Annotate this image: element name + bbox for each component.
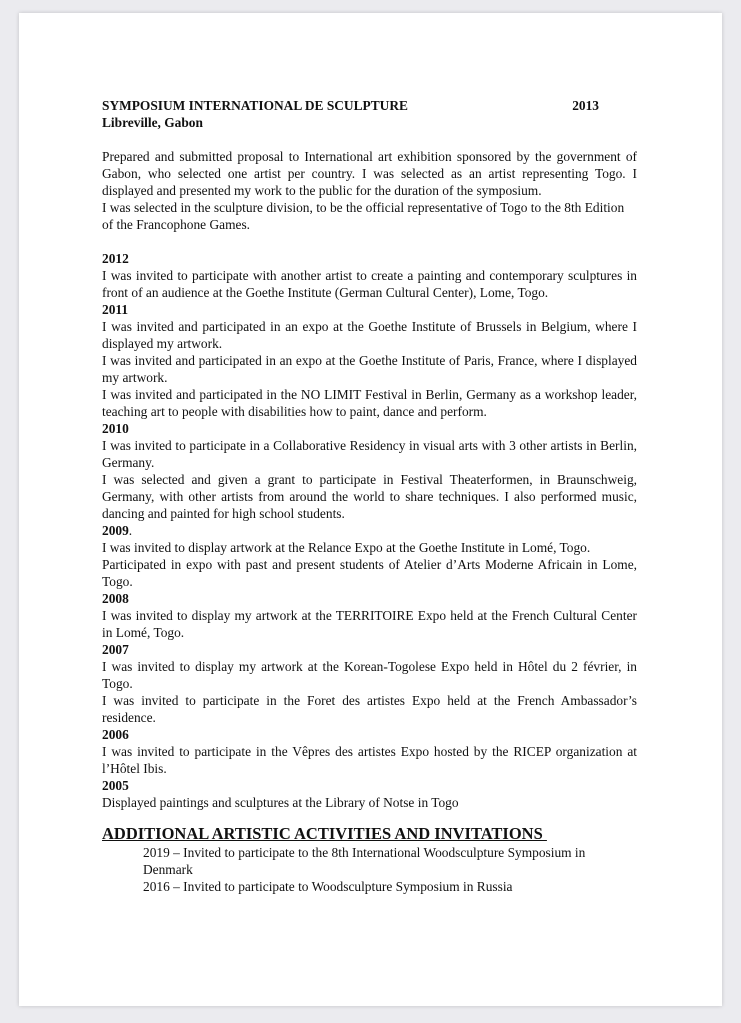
- list-item: 2019 – Invited to participate to the 8th International Woodsculpture Symposium in Denmark: [143, 845, 586, 877]
- entry: Displayed paintings and sculptures at the Library of Notse in Togo: [102, 795, 459, 810]
- year-heading: 2008: [102, 591, 129, 606]
- list-item: 2016 – Invited to participate to Woodsculpture Symposium in Russia: [143, 879, 513, 894]
- year-heading: 2010: [102, 421, 129, 436]
- year-heading: 2012: [102, 251, 129, 266]
- section-location: Libreville, Gabon: [102, 115, 203, 130]
- additional-activities-heading: ADDITIONAL ARTISTIC ACTIVITIES AND INVITATIONS: [102, 824, 547, 843]
- entry: I was invited and participated in an expo at the Goethe Institute of Paris, France, where I displayed my artwork.: [102, 353, 637, 385]
- entry: I was invited and participated in the NO LIMIT Festival in Berlin, Germany as a workshop leader, teaching art to people with disabilities how to paint, dance and perform.: [102, 387, 637, 419]
- year-heading: 2011: [102, 302, 129, 317]
- entry: I was invited to participate in a Collaborative Residency in visual arts with 3 other artists in Berlin, Germany.: [102, 438, 637, 470]
- entry: I was invited to participate with another artist to create a painting and contemporary sculptures in front of an audience at the Goethe Institute (German Cultural Center), Lome, Togo.: [102, 268, 637, 300]
- year-suffix: .: [128, 523, 133, 538]
- intro-paragraph: Prepared and submitted proposal to International art exhibition sponsored by the government of Gabon, who selected one artist per country. I was selected as an artist representing Togo. I displayed and presented my work to the public for the duration of the symposium.: [102, 149, 637, 198]
- entry: I was invited to participate in the Foret des artistes Expo held at the French Ambassador’s residence.: [102, 693, 637, 725]
- document-content: [102, 97, 637, 895]
- additional-activities-list: [143, 844, 623, 895]
- year-heading: 2005: [102, 778, 129, 793]
- entry: I was invited to display artwork at the Relance Expo at the Goethe Institute in Lomé, Togo.: [102, 540, 591, 555]
- section-year: 2013: [572, 98, 599, 113]
- year-heading: 2009: [102, 523, 129, 538]
- year-heading: 2007: [102, 642, 129, 657]
- document-page: [19, 13, 722, 1006]
- entry: I was invited and participated in an expo at the Goethe Institute of Brussels in Belgium, where I displayed my artwork.: [102, 319, 637, 351]
- entry: I was selected and given a grant to participate in Festival Theaterformen, in Braunschweig, Germany, with other artists from around the world to share techniques. I also performed music, dancing and painted for high school students.: [102, 472, 637, 521]
- spacer: [102, 233, 637, 250]
- entry: Participated in expo with past and present students of Atelier d’Arts Moderne Africain in Lome, Togo.: [102, 557, 637, 589]
- year-heading-row: [102, 522, 637, 539]
- spacer: [102, 131, 637, 148]
- entry: I was invited to display my artwork at the Korean-Togolese Expo held in Hôtel du 2 février, in Togo.: [102, 659, 637, 691]
- entry: I was invited to display my artwork at the TERRITOIRE Expo held at the French Cultural Center in Lomé, Togo.: [102, 608, 637, 640]
- section-header: [102, 97, 637, 114]
- entry: I was invited to participate in the Vêpres des artistes Expo hosted by the RICEP organization at l’Hôtel Ibis.: [102, 744, 637, 776]
- intro-paragraph: I was selected in the sculpture division, to be the official representative of Togo to the 8th Edition of the Francophone Games.: [102, 200, 625, 232]
- section-title: SYMPOSIUM INTERNATIONAL DE SCULPTURE: [102, 98, 408, 113]
- year-heading: 2006: [102, 727, 129, 742]
